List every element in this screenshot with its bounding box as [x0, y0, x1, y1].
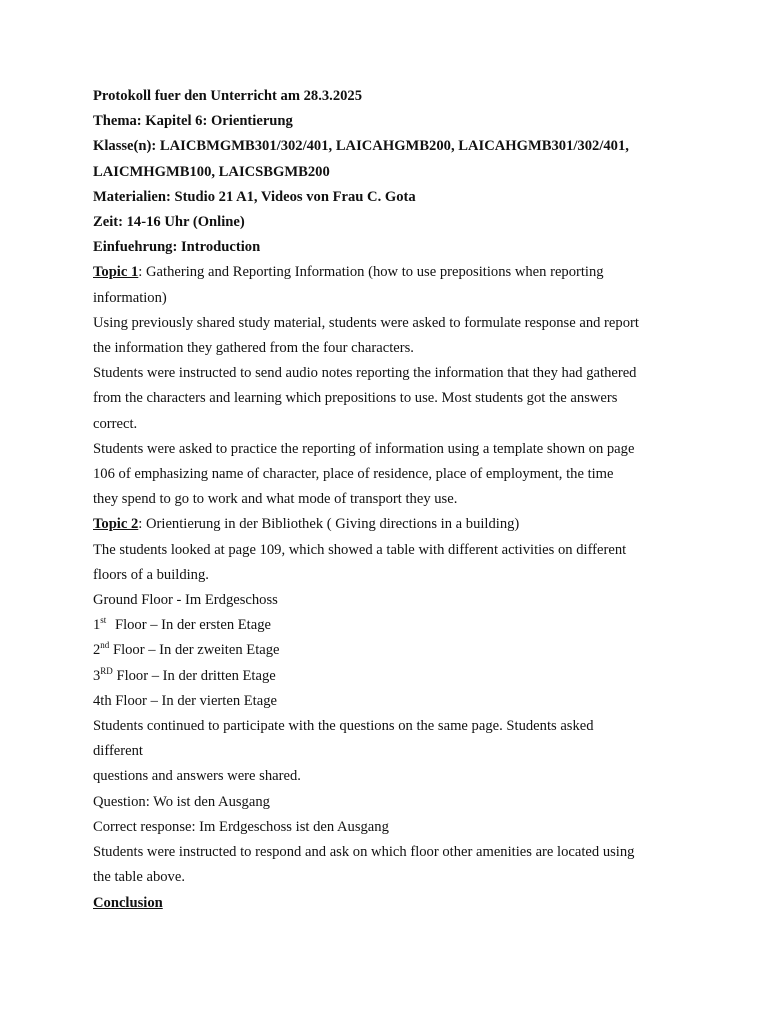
- floor-third: [93, 664, 683, 689]
- topic1-paragraph-2-line-2: from the characters and learning which prepositions to use. Most students got the answers: [93, 390, 618, 407]
- topic1-heading: [93, 260, 683, 285]
- topic2-response: Correct response: Im Erdgeschoss ist den Ausgang: [93, 818, 389, 835]
- floor-second-text: Floor – In der zweiten Etage: [112, 642, 280, 659]
- topic1-heading-line-2: information): [93, 289, 167, 306]
- topic2-paragraph-1-line-2: floors of a building.: [93, 566, 209, 583]
- floor-first: [93, 613, 683, 638]
- materialien-line: Materialien: Studio 21 A1, Videos von Frau C. Gota: [93, 188, 416, 205]
- einfuehrung-line: Einfuehrung: Introduction: [93, 239, 261, 256]
- topic1-label: Topic 1: [93, 264, 139, 281]
- conclusion-label: Conclusion: [93, 894, 163, 911]
- floor-first-text: Floor – In der ersten Etage: [114, 617, 271, 634]
- topic2-heading: [93, 512, 683, 537]
- floor-second-suffix: nd: [100, 640, 110, 651]
- floor-ground: Ground Floor - Im Erdgeschoss: [93, 592, 278, 609]
- floor-third-number: 3: [93, 667, 101, 684]
- klassen-line-1: Klasse(n): LAICBMGMB301/302/401, LAICAHGMB200, LAICAHGMB301/302/401,: [93, 138, 629, 155]
- floor-fourth: 4th Floor – In der vierten Etage: [93, 692, 277, 709]
- topic2-heading-rest: : Orientierung in der Bibliothek ( Giving directions in a building): [138, 516, 520, 533]
- topic2-paragraph-1-line-1: The students looked at page 109, which showed a table with different activities on different: [93, 541, 627, 558]
- topic2-label: Topic 2: [93, 516, 139, 533]
- document-title: Protokoll fuer den Unterricht am 28.3.2025: [93, 88, 363, 104]
- topic2-question: Question: Wo ist den Ausgang: [93, 793, 270, 810]
- topic2-paragraph-2-line-3: questions and answers were shared.: [93, 768, 301, 785]
- floor-second: [93, 638, 683, 663]
- conclusion-heading: [93, 891, 683, 916]
- topic1-paragraph-3-line-1: Students were asked to practice the reporting of information using a template shown on page: [93, 440, 635, 457]
- thema-line: Thema: Kapitel 6: Orientierung: [93, 113, 293, 130]
- floor-first-suffix: st: [100, 615, 107, 626]
- topic2-paragraph-2-line-2: different: [93, 743, 143, 760]
- topic1-paragraph-2-line-3: correct.: [93, 415, 138, 432]
- document-page: [93, 84, 683, 916]
- floor-first-number: 1: [93, 617, 101, 634]
- floor-third-suffix: RD: [100, 665, 113, 676]
- topic1-paragraph-3-line-2: 106 of emphasizing name of character, place of residence, place of employment, the time: [93, 466, 614, 483]
- klassen-line-2: LAICMHGMB100, LAICSBGMB200: [93, 163, 330, 180]
- floor-third-text: Floor – In der dritten Etage: [116, 667, 276, 684]
- topic1-heading-rest: : Gathering and Reporting Information (how to use prepositions when reporting: [138, 264, 604, 281]
- topic1-paragraph-1-line-1: Using previously shared study material, students were asked to formulate response and report: [93, 314, 639, 331]
- topic1-paragraph-3-line-3: they spend to go to work and what mode of transport they use.: [93, 491, 458, 508]
- topic1-paragraph-1-line-2: the information they gathered from the four characters.: [93, 340, 414, 357]
- topic2-paragraph-2-line-1: Students continued to participate with the questions on the same page. Students asked: [93, 718, 594, 735]
- topic2-paragraph-3-line-1: Students were instructed to respond and ask on which floor other amenities are located using: [93, 844, 635, 861]
- topic1-paragraph-2-line-1: Students were instructed to send audio notes reporting the information that they had gathered: [93, 365, 637, 382]
- zeit-line: Zeit: 14-16 Uhr (Online): [93, 214, 245, 231]
- topic2-paragraph-3-line-2: the table above.: [93, 869, 185, 886]
- floor-second-number: 2: [93, 642, 101, 659]
